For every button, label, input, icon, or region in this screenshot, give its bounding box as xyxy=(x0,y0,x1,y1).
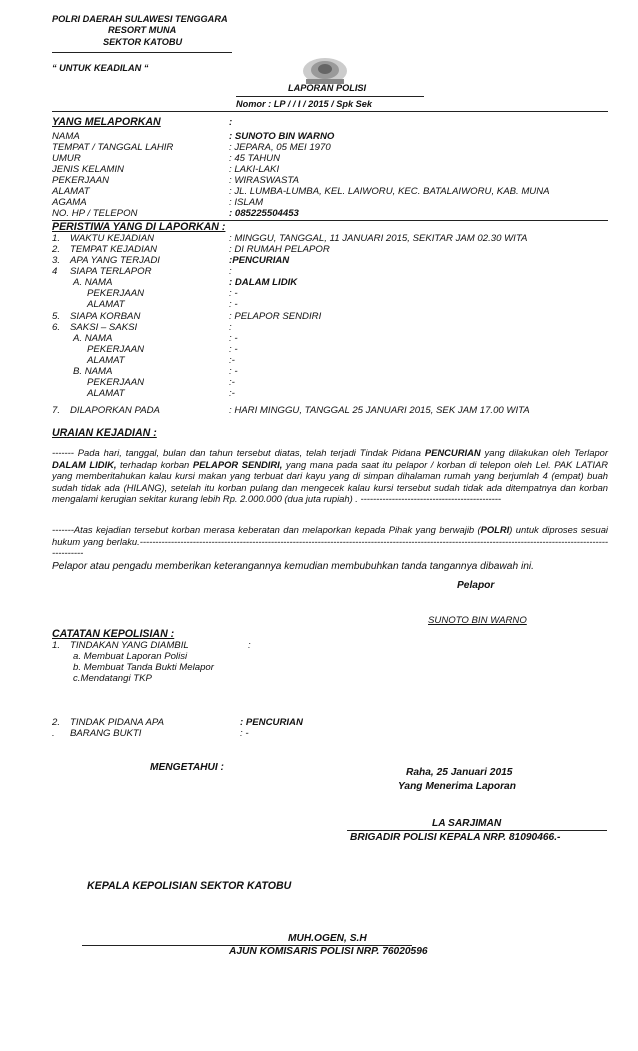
peristiwa-item-label: WAKTU KEJADIAN xyxy=(70,233,155,244)
peristiwa-item-label: SIAPA KORBAN xyxy=(70,311,141,322)
catatan-item-value: : xyxy=(248,640,251,651)
pelapor-row-label: ALAMAT xyxy=(52,186,90,197)
peristiwa-item-value: : - xyxy=(229,288,238,299)
pelapor-sign-title: Pelapor xyxy=(457,580,495,591)
catatan-item-text: b. Membuat Tanda Bukti Melapor xyxy=(73,662,214,673)
peristiwa-item-label: PEKERJAAN xyxy=(87,288,145,299)
uraian-heading: URAIAN KEJADIAN : xyxy=(52,427,157,439)
receiver-name: LA SARJIMAN xyxy=(432,818,502,829)
catatan-item-text: a. Membuat Laporan Polisi xyxy=(73,651,188,662)
pelapor-row-label: PEKERJAAN xyxy=(52,175,110,186)
pelapor-row-value: : WIRASWASTA xyxy=(229,175,300,186)
header-divider xyxy=(52,52,232,53)
pelapor-heading: YANG MELAPORKAN xyxy=(52,116,161,128)
peristiwa-item-value: : DI RUMAH PELAPOR xyxy=(229,244,330,255)
place-date: Raha, 25 Januari 2015 xyxy=(406,767,513,778)
peristiwa-item-number: 6. xyxy=(52,322,61,333)
pelapor-row-label: NAMA xyxy=(52,131,80,142)
pelapor-sign-name: SUNOTO BIN WARNO xyxy=(428,615,527,626)
uraian-paragraph-1: ------- Pada hari, tanggal, bulan dan tahun tersebut diatas, telah terjadi Tindak Pidana PENCURIAN yang dilakukan oleh Terlapor DALAM LIDIK, terhadap korban PELAPOR SENDIRI, yang mana pada saat itu pelapor / korban di telepon oleh Lel. PAK LATIAR yang memberitahukan kalau kursi makan yang terbuat dari kayu yang di simpan dihalaman rumah yang berjumlah 4 (empat) buah sudah tidak ada (HILANG), setelah itu korban pulang dan mengecek kalau kursi tersebut sudah tidak ada ditempatnya dan korban mengalami kerugian sekitar kurang lebih Rp. 2.000.000 (dua juta rupiah) . --------------------------------------------- xyxy=(52,447,608,505)
report-title: LAPORAN POLISI xyxy=(288,83,367,93)
peristiwa-item-label: ALAMAT xyxy=(87,299,125,310)
peristiwa-heading: PERISTIWA YANG DI LAPORKAN : xyxy=(52,221,226,233)
peristiwa-item-value: : - xyxy=(229,299,238,310)
pelapor-row-value: : ISLAM xyxy=(229,197,264,208)
mengetahui-label: MENGETAHUI : xyxy=(150,762,224,773)
peristiwa-item-label: TEMPAT KEJADIAN xyxy=(70,244,158,255)
uraian-paragraph-2: -------Atas kejadian tersebut korban merasa keberatan dan melaporkan kepada Pihak yang berwajib (POLRI) untuk diproses sesuai hukum yang berlaku.---------------------------------------------------------------------------------------------------------------------------------------------------------------- xyxy=(52,524,608,559)
pelapor-row-label: NO. HP / TELEPON xyxy=(52,208,138,219)
report-number: Nomor : LP / / I / 2015 / Spk Sek xyxy=(236,99,372,109)
peristiwa-item-number: 1. xyxy=(52,233,61,244)
peristiwa-item-number: 3. xyxy=(52,255,61,266)
pelapor-row-value: : 45 TAHUN xyxy=(229,153,280,164)
peristiwa-item-value: :- xyxy=(229,355,235,366)
pelapor-row-value: : JL. LUMBA-LUMBA, KEL. LAIWORU, KEC. BATALAIWORU, KAB. MUNA xyxy=(229,186,550,197)
chief-rank: AJUN KOMISARIS POLISI NRP. 76020596 xyxy=(229,946,428,957)
pelapor-heading-colon: : xyxy=(229,117,233,128)
pelapor-row-value: : SUNOTO BIN WARNO xyxy=(229,131,335,142)
catatan-item-text: BARANG BUKTI xyxy=(70,728,142,739)
chief-title: KEPALA KEPOLISIAN SEKTOR KATOBU xyxy=(87,880,292,892)
pelapor-row-label: UMUR xyxy=(52,153,81,164)
pelapor-row-value: : 085225504453 xyxy=(229,208,299,219)
pelapor-row-value: : LAKI-LAKI xyxy=(229,164,280,175)
peristiwa-item-label: ALAMAT xyxy=(87,355,125,366)
org-line-1: POLRI DAERAH SULAWESI TENGGARA xyxy=(52,14,228,24)
pelapor-row-label: AGAMA xyxy=(52,197,87,208)
peristiwa-item-value: : PELAPOR SENDIRI xyxy=(229,311,322,322)
peristiwa-item-label: A. NAMA xyxy=(73,333,113,344)
peristiwa-item-label: ALAMAT xyxy=(87,388,125,399)
peristiwa-item-value: : xyxy=(229,322,232,333)
catatan-item-text: TINDAK PIDANA APA xyxy=(70,717,165,728)
peristiwa-item-label: PEKERJAAN xyxy=(87,377,145,388)
peristiwa-item-value: : - xyxy=(229,344,238,355)
pelapor-row-label: TEMPAT / TANGGAL LAHIR xyxy=(52,142,174,153)
catatan-item-value: : PENCURIAN xyxy=(240,717,303,728)
peristiwa-item-value: :- xyxy=(229,388,235,399)
peristiwa-item-label: SIAPA TERLAPOR xyxy=(70,266,152,277)
catatan-item-text: c.Mendatangi TKP xyxy=(73,673,152,684)
catatan-item-number: 1. xyxy=(52,640,61,651)
catatan-item-number: . xyxy=(52,728,55,739)
peristiwa-item-label: APA YANG TERJADI xyxy=(70,255,160,266)
peristiwa-item-value: : HARI MINGGU, TANGGAL 25 JANUARI 2015, SEK JAM 17.00 WITA xyxy=(229,405,530,416)
peristiwa-item-value: :PENCURIAN xyxy=(229,255,290,266)
header-rule xyxy=(52,111,608,112)
peristiwa-item-value: : - xyxy=(229,366,238,377)
peristiwa-item-label: B. NAMA xyxy=(73,366,113,377)
catatan-item-text: TINDAKAN YANG DIAMBIL xyxy=(70,640,189,651)
peristiwa-item-number: 4 xyxy=(52,266,58,277)
peristiwa-item-value: : DALAM LIDIK xyxy=(229,277,298,288)
peristiwa-item-label: A. NAMA xyxy=(73,277,113,288)
peristiwa-item-value: : xyxy=(229,266,232,277)
peristiwa-item-label: DILAPORKAN PADA xyxy=(70,405,160,416)
receiver-rank: BRIGADIR POLISI KEPALA NRP. 81090466.- xyxy=(350,832,561,843)
pelapor-row-label: JENIS KELAMIN xyxy=(52,164,124,175)
motto: “ UNTUK KEADILAN “ xyxy=(52,63,149,73)
org-line-2: RESORT MUNA xyxy=(108,25,177,35)
chief-name: MUH.OGEN, S.H xyxy=(288,933,367,944)
receiver-sign-line xyxy=(347,830,607,831)
title-underline xyxy=(236,96,424,97)
catatan-item-number: 2. xyxy=(52,717,61,728)
catatan-heading: CATATAN KEPOLISIAN : xyxy=(52,628,175,640)
org-line-3: SEKTOR KATOBU xyxy=(103,37,183,47)
peristiwa-item-label: SAKSI – SAKSI xyxy=(70,322,138,333)
peristiwa-item-value: : MINGGU, TANGGAL, 11 JANUARI 2015, SEKITAR JAM 02.30 WITA xyxy=(229,233,528,244)
peristiwa-item-number: 7. xyxy=(52,405,61,416)
peristiwa-item-value: :- xyxy=(229,377,235,388)
peristiwa-item-number: 2. xyxy=(52,244,61,255)
receiver-title: Yang Menerima Laporan xyxy=(398,781,516,792)
peristiwa-item-number: 5. xyxy=(52,311,61,322)
peristiwa-item-value: : - xyxy=(229,333,238,344)
catatan-item-value: : - xyxy=(240,728,249,739)
peristiwa-item-label: PEKERJAAN xyxy=(87,344,145,355)
closing-statement: Pelapor atau pengadu memberikan keterangannya kemudian membubuhkan tanda tangannya dibawah ini. xyxy=(52,561,534,572)
pelapor-row-value: : JEPARA, 05 MEI 1970 xyxy=(229,142,331,153)
